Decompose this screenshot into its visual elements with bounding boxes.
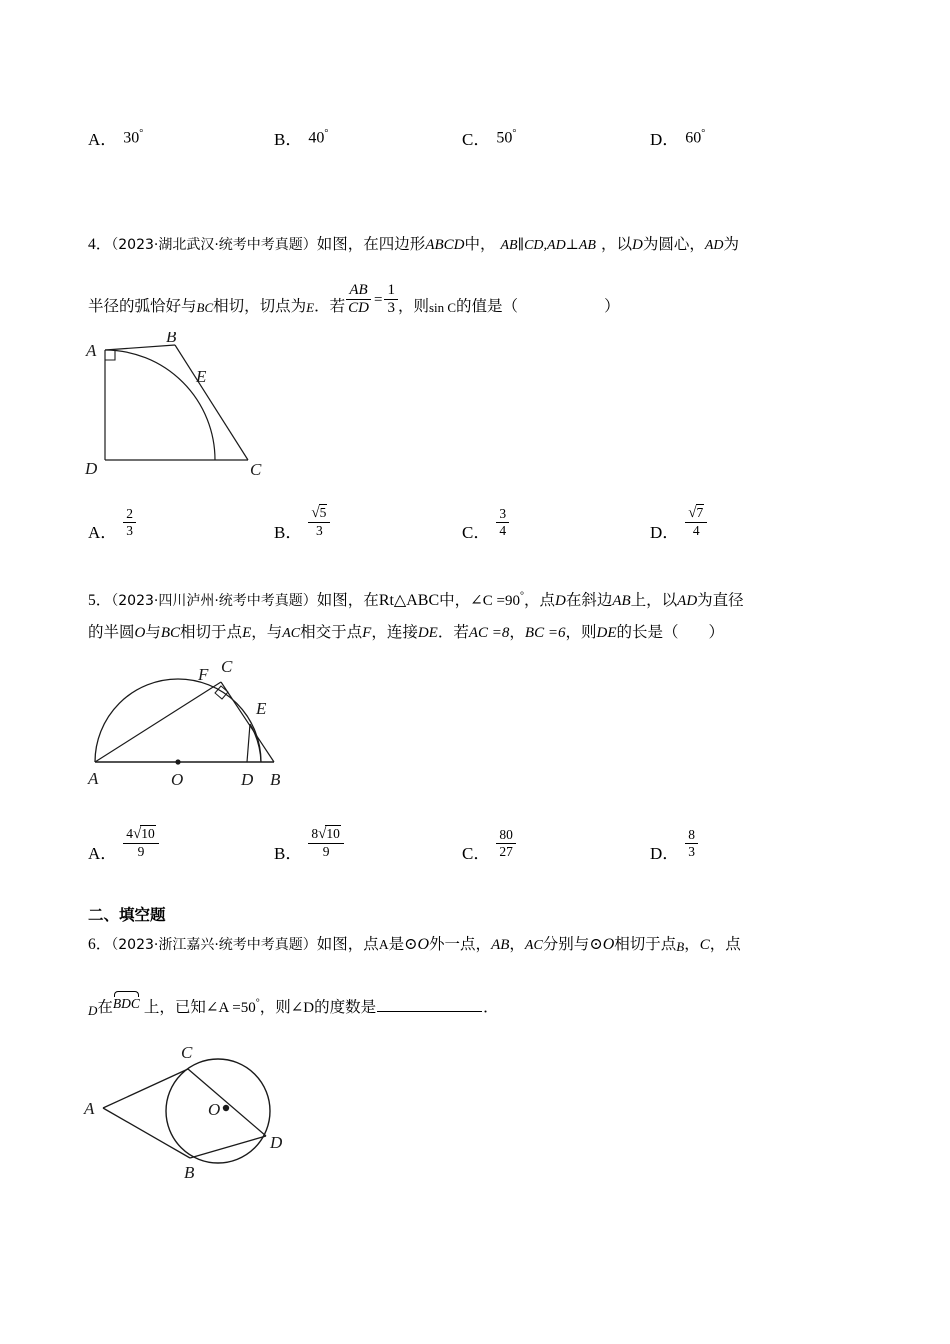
q4-options-row bbox=[88, 497, 950, 543]
q4-line1-text-e: 为 bbox=[723, 235, 740, 253]
q4-option-b-fraction: $\frac{√5}{3}$ bbox=[308, 506, 330, 538]
q5-line1-text-d: 在斜边 bbox=[565, 591, 613, 609]
q5-line2-text-b: 与 bbox=[145, 623, 161, 641]
q5-figlabel-e: E bbox=[256, 699, 267, 718]
q4-option-d-fraction: $\frac{√7}{4}$ bbox=[685, 506, 707, 538]
q6-circle-o: ⊙O bbox=[404, 936, 430, 953]
sqrt-icon: 8√10 bbox=[308, 827, 343, 844]
q4-option-d[interactable] bbox=[650, 497, 707, 543]
q5-line2-text-d: ，与 bbox=[251, 623, 283, 641]
q5-line1-text-f: 为直径 bbox=[697, 591, 744, 609]
q4-option-c[interactable] bbox=[462, 497, 509, 543]
q5-option-c-label: C． bbox=[462, 844, 491, 863]
q6-line2-text-c: ，则 bbox=[259, 998, 291, 1016]
q5-expr-bc6: BC =6 bbox=[524, 625, 566, 641]
q5-var-f: F bbox=[362, 625, 372, 641]
q6-var-b: B bbox=[676, 939, 685, 954]
q3-option-b-label: B． bbox=[274, 130, 303, 149]
q4-var-bc: BC bbox=[196, 299, 214, 315]
q5-line2-text-i: ，则 bbox=[565, 623, 597, 641]
q5-var-ac: AC bbox=[282, 626, 301, 641]
q4-line1-text-b: 中， bbox=[464, 235, 496, 253]
q4-option-a-fraction: $\frac{2}{3}$ bbox=[123, 507, 136, 538]
q5-option-d[interactable] bbox=[650, 818, 698, 864]
q5-figlabel-b: B bbox=[270, 770, 281, 789]
q5-option-c[interactable] bbox=[462, 818, 516, 864]
q6-line2-text-d: 的度数是 bbox=[314, 998, 377, 1016]
q3-option-d-value: 60° bbox=[685, 127, 706, 146]
q4-line1-text-a: 如图，在四边形 bbox=[316, 235, 426, 253]
q5-expr-rt: Rt△ABC bbox=[378, 592, 440, 609]
q4-text-line-1 bbox=[88, 232, 739, 254]
q6-var-c: C bbox=[699, 937, 710, 953]
q3-option-c-label: C． bbox=[462, 130, 491, 149]
q5-line2-text-e: 相交于点 bbox=[300, 623, 363, 641]
q4-option-b-label: B． bbox=[274, 523, 303, 542]
sqrt-icon: √7 bbox=[685, 506, 707, 523]
q4-option-b[interactable] bbox=[274, 497, 330, 543]
q6-number: 6． bbox=[88, 936, 112, 953]
q6-var-ab: AB bbox=[491, 937, 510, 953]
q5-figlabel-o: O bbox=[171, 770, 184, 789]
q5-line1-text-c: ，点 bbox=[523, 591, 555, 609]
q6-circle-o-2: ⊙O bbox=[589, 936, 615, 953]
q6-line1-text-a: 如图，点 bbox=[316, 935, 379, 953]
q4-line2-text-c: ．若 bbox=[314, 296, 346, 315]
q5-options-row bbox=[88, 818, 950, 864]
q5-figure bbox=[78, 652, 308, 812]
q4-figlabel-c: C bbox=[250, 460, 262, 479]
q6-line2-text-e: ． bbox=[483, 998, 499, 1016]
q5-option-b[interactable] bbox=[274, 818, 344, 864]
q5-line1-text-a: 如图，在 bbox=[316, 591, 379, 609]
q5-figlabel-d: D bbox=[241, 770, 254, 789]
q4-line1-text-c: ，以 bbox=[600, 235, 632, 253]
q3-option-c-value: 50° bbox=[496, 127, 517, 146]
q3-option-a-label: A． bbox=[88, 130, 118, 149]
q5-line2-text-f: ，连接 bbox=[371, 623, 418, 641]
q5-line2-text-c: 相切于点 bbox=[180, 623, 243, 641]
q4-line2-text-e: 的值是（ bbox=[456, 296, 519, 315]
q4-equals: = bbox=[373, 292, 383, 309]
q5-option-d-fraction: $\frac{8}{3}$ bbox=[685, 828, 698, 859]
q4-expr-sinc: sin C bbox=[428, 299, 457, 315]
q3-option-b-value: 40° bbox=[308, 127, 329, 146]
q6-line1-text-d: ， bbox=[509, 935, 525, 953]
q5-text-line-1 bbox=[88, 588, 744, 610]
q3-option-d-label: D． bbox=[650, 130, 680, 149]
q5-var-bc: BC bbox=[160, 625, 181, 641]
q6-line1-text-b: 是 bbox=[388, 935, 405, 953]
q5-var-de2: DE bbox=[596, 625, 617, 641]
q4-figlabel-b: B bbox=[166, 332, 177, 346]
q5-line1-text-e: 上，以 bbox=[630, 591, 678, 609]
q5-figlabel-f: F bbox=[198, 665, 209, 684]
q5-option-c-fraction: $\frac{80}{27}$ bbox=[496, 828, 516, 859]
q5-var-ab: AB bbox=[612, 593, 631, 609]
q6-source: （2023·浙江嘉兴·统考中考真题） bbox=[111, 937, 317, 953]
q6-figlabel-d: D bbox=[270, 1133, 283, 1152]
q6-line1-text-g: ， bbox=[684, 935, 700, 953]
q4-var-d: D bbox=[631, 237, 643, 253]
q4-figlabel-e: E bbox=[196, 367, 207, 386]
q5-figlabel-a: A bbox=[88, 769, 99, 788]
q5-line2-text-g: ．若 bbox=[437, 623, 469, 641]
q4-var-ad: AD bbox=[704, 238, 724, 253]
q4-line2-text-a: 半径的弧恰好与 bbox=[88, 296, 197, 315]
section-2-heading: 二、填空题 bbox=[88, 906, 166, 924]
q5-line2-text-h: ， bbox=[509, 623, 525, 641]
q5-line2-text-j: 的长是（ bbox=[616, 623, 679, 641]
q4-figlabel-d: D bbox=[85, 459, 98, 478]
q6-var-a: A bbox=[378, 937, 389, 952]
q5-expr-ac8: AC =8 bbox=[468, 625, 510, 641]
q6-figlabel-o: O bbox=[208, 1100, 221, 1119]
q6-expr-anglea: ∠A =50 bbox=[205, 1000, 256, 1016]
q6-var-ac: AC bbox=[524, 938, 543, 953]
q6-var-d: D bbox=[88, 1003, 98, 1018]
q5-option-a[interactable] bbox=[88, 818, 159, 864]
q6-text-line-2 bbox=[88, 995, 499, 1017]
q4-number: 4． bbox=[88, 236, 112, 253]
q5-option-d-label: D． bbox=[650, 844, 680, 863]
q6-line1-text-c: 外一点， bbox=[429, 935, 492, 953]
q3-option-d[interactable] bbox=[650, 104, 705, 150]
sqrt-icon: √5 bbox=[308, 506, 330, 523]
q6-figlabel-a: A bbox=[84, 1099, 95, 1118]
q4-option-c-fraction: $\frac{3}{4}$ bbox=[496, 507, 509, 538]
sqrt-icon: 4√10 bbox=[123, 827, 158, 844]
q6-text-line-1 bbox=[88, 932, 741, 954]
q6-deg: ° bbox=[255, 997, 260, 1009]
q6-line1-text-f: 相切于点 bbox=[614, 935, 677, 953]
q5-var-ad: AD bbox=[677, 593, 698, 609]
q6-line1-text-h: ，点 bbox=[709, 935, 741, 953]
q5-figlabel-c: C bbox=[221, 657, 233, 676]
q5-line1-text-b: 中， bbox=[439, 591, 471, 609]
q6-arc-bdc: BDC bbox=[112, 996, 140, 1011]
q4-option-d-label: D． bbox=[650, 523, 680, 542]
q6-figlabel-c: C bbox=[181, 1043, 193, 1062]
q5-source: （2023·四川泸州·统考中考真题） bbox=[111, 593, 317, 609]
q6-figlabel-b: B bbox=[184, 1163, 195, 1182]
q5-option-a-fraction: $\frac{4√10}{9}$ bbox=[123, 827, 158, 859]
q4-line2-text-f: ） bbox=[604, 296, 620, 315]
q4-text-line-2 bbox=[88, 282, 620, 322]
q4-fraction-ab-cd: $\frac{AB}{CD}$ bbox=[348, 282, 369, 317]
q4-option-a-label: A． bbox=[88, 523, 118, 542]
q4-expr-parallel: AB∥CD,AD⊥AB bbox=[500, 238, 596, 253]
q3-option-a[interactable] bbox=[88, 104, 143, 150]
q4-source: （2023·湖北武汉·统考中考真题） bbox=[111, 237, 317, 253]
q6-expr-angled: ∠D bbox=[290, 1000, 315, 1016]
q6-figure bbox=[78, 1036, 308, 1186]
q6-line2-text-a: 在 bbox=[97, 998, 113, 1016]
q5-var-e: E bbox=[242, 625, 252, 641]
q5-option-a-label: A． bbox=[88, 844, 118, 863]
q4-option-a[interactable] bbox=[88, 497, 136, 543]
q4-line2-text-b: 相切，切点为 bbox=[213, 296, 307, 315]
q5-var-d: D bbox=[554, 593, 566, 609]
q4-line2-text-d: ，则 bbox=[397, 296, 429, 315]
q4-figure bbox=[78, 332, 288, 482]
q4-figlabel-a: A bbox=[86, 341, 97, 360]
q5-var-o: O bbox=[134, 625, 146, 641]
q4-fraction-one-third: $\frac{1}{3}$ bbox=[384, 283, 398, 317]
q3-option-b[interactable] bbox=[274, 104, 328, 150]
q3-option-a-value: 30° bbox=[123, 127, 144, 146]
q5-deg-1: ° bbox=[519, 590, 524, 602]
q5-line2-text-a: 的半圆 bbox=[88, 623, 135, 641]
q5-expr-anglec: ∠C =90 bbox=[470, 593, 520, 609]
q4-var-abcd: ABCD bbox=[425, 237, 465, 253]
q5-var-de: DE bbox=[417, 625, 438, 641]
q5-number: 5． bbox=[88, 592, 112, 609]
q3-options-row bbox=[88, 104, 950, 150]
q3-option-c[interactable] bbox=[462, 104, 516, 150]
q6-answer-blank[interactable] bbox=[377, 998, 482, 1012]
q4-line1-text-d: 为圆心， bbox=[642, 235, 705, 253]
q6-line1-text-e: 分别与 bbox=[542, 935, 590, 953]
q5-option-b-fraction: $\frac{8√10}{9}$ bbox=[308, 827, 343, 859]
q5-line2-text-k: ） bbox=[708, 623, 725, 641]
q6-line2-text-b: 上，已知 bbox=[143, 998, 206, 1016]
q4-var-e: E bbox=[306, 299, 315, 315]
q5-text-line-2 bbox=[88, 620, 724, 642]
q4-option-c-label: C． bbox=[462, 523, 491, 542]
q5-option-b-label: B． bbox=[274, 844, 303, 863]
